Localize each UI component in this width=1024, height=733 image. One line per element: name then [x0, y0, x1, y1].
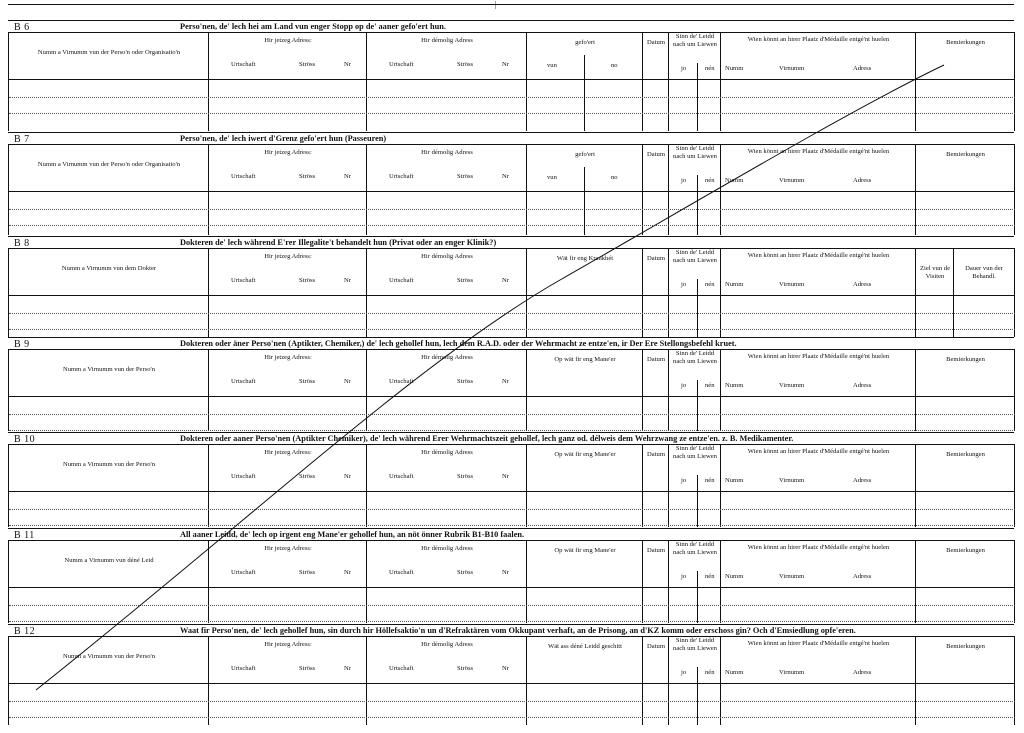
- section-id: B 9: [14, 339, 30, 350]
- current-street-label: Ströss: [299, 569, 316, 576]
- section-grid: [8, 248, 1015, 337]
- former-town-label: Urtschaft: [389, 473, 414, 480]
- remarks-label: Bemierkungen: [946, 643, 985, 650]
- medal-label: Wien könnt an hirer Plaatz d'Médaille entgé'nt huelen: [747, 640, 890, 647]
- alive-no-label: nén: [705, 477, 715, 484]
- visits-label: Ziel vun de Visiten: [919, 265, 951, 280]
- alive-split: [9, 63, 698, 131]
- medal-name-label: Numm: [725, 65, 744, 72]
- medal-name-label: Numm: [725, 382, 744, 389]
- current-address-label: Hir jetzeg Adress:: [264, 354, 312, 361]
- former-nr-label: Nr: [502, 473, 509, 480]
- section-grid: [8, 32, 1015, 131]
- current-street-label: Ströss: [299, 665, 316, 672]
- alive-no-label: nén: [705, 177, 715, 184]
- alive-yes-label: jo: [681, 65, 687, 72]
- section-b9: [8, 337, 1014, 430]
- former-nr-label: Nr: [502, 665, 509, 672]
- alive-split: [9, 380, 698, 431]
- medal-firstname-label: Virnumm: [779, 477, 805, 484]
- date-label: Datum: [647, 39, 665, 46]
- section-grid: [8, 444, 1015, 527]
- current-address-label: Hir jetzeg Adress:: [264, 149, 312, 156]
- date-label: Datum: [647, 643, 665, 650]
- alive-split: [9, 475, 698, 527]
- current-street-label: Ströss: [299, 61, 316, 68]
- current-nr-label: Nr: [344, 61, 351, 68]
- col4-title: gefo'ert: [575, 39, 595, 46]
- section-id: B 10: [14, 434, 36, 445]
- medal-address-label: Adress: [853, 65, 872, 72]
- date-label: Datum: [647, 451, 665, 458]
- alive-no-label: nén: [705, 573, 715, 580]
- alive-label: Sinn de' Leidd nach um Liewen: [673, 249, 717, 264]
- section-description: Waat fir Perso'nen, de' lech gehollef hun, sin durch hir Höllefsaktio'n un d'Refraktären vom Okkupant verhaft, an de Prisong, an d'KZ komm oder erschoss gin? Och d'Emsiedlung opfe'eren.: [180, 626, 856, 635]
- current-street-label: Ströss: [299, 378, 316, 385]
- current-town-label: Urtschaft: [231, 665, 256, 672]
- treatment-duration-label: Dauer vun der Behandl.: [965, 265, 1003, 280]
- section-grid: [8, 349, 1015, 431]
- section-description: Perso'nen, de' lech hei am Land vun enger Stopp op de' aaner gefo'ert hun.: [180, 22, 446, 31]
- col4-title: Op wät fir eng Mane'er: [554, 451, 616, 458]
- former-street-label: Ströss: [457, 665, 474, 672]
- former-nr-label: Nr: [502, 61, 509, 68]
- section-description: Dokteren oder äner Perso'nen (Aptikter, Chemiker,) de' lech gehollef hun, lech dem R.A.D. oder der Wehrmacht ze entze'en, ir Der Ere Stellongsbefehl kruet.: [180, 339, 737, 348]
- former-street-label: Ströss: [457, 61, 474, 68]
- col4-sub-to: no: [611, 174, 618, 181]
- current-nr-label: Nr: [344, 277, 351, 284]
- date-label: Datum: [647, 547, 665, 554]
- top-center-mark: |: [495, 0, 497, 9]
- section-id: B 8: [14, 238, 30, 249]
- medal-firstname-label: Virnumm: [779, 65, 805, 72]
- medal-name-label: Numm: [725, 669, 744, 676]
- remarks-label: Bemierkungen: [946, 39, 985, 46]
- medal-address-label: Adress: [853, 382, 872, 389]
- medal-firstname-label: Virnumm: [779, 573, 805, 580]
- alive-split: [9, 667, 698, 725]
- medal-label: Wien könnt an hirer Plaatz d'Médaille entgé'nt huelen: [747, 252, 890, 259]
- section-b11: [8, 528, 1014, 622]
- former-address-label: Hir démolig Adress: [421, 253, 473, 260]
- section-grid: [8, 540, 1015, 623]
- former-town-label: Urtschaft: [389, 277, 414, 284]
- section-grid: [8, 636, 1015, 725]
- former-address-label: Hir démolig Adress: [421, 641, 473, 648]
- section-id: B 12: [14, 626, 36, 637]
- section-id: B 6: [14, 22, 30, 33]
- medal-firstname-label: Virnumm: [779, 177, 805, 184]
- former-town-label: Urtschaft: [389, 61, 414, 68]
- current-town-label: Urtschaft: [231, 378, 256, 385]
- section-grid: [8, 144, 1015, 235]
- alive-label: Sinn de' Leidd nach um Liewen: [673, 541, 717, 556]
- current-address-label: Hir jetzeg Adress:: [264, 37, 312, 44]
- alive-label: Sinn de' Leidd nach um Liewen: [673, 445, 717, 460]
- former-town-label: Urtschaft: [389, 569, 414, 576]
- former-nr-label: Nr: [502, 277, 509, 284]
- col4-title: Op wät fir eng Mane'er: [554, 356, 616, 363]
- current-street-label: Ströss: [299, 473, 316, 480]
- former-town-label: Urtschaft: [389, 173, 414, 180]
- current-town-label: Urtschaft: [231, 569, 256, 576]
- remarks-label: Bemierkungen: [946, 151, 985, 158]
- date-label: Datum: [647, 356, 665, 363]
- medal-name-label: Numm: [725, 177, 744, 184]
- column-name-label: Numm a Virnumm vun déné Leid: [64, 557, 154, 564]
- medal-address-label: Adress: [853, 669, 872, 676]
- col4-title: Wät fir eng Krankhét: [556, 255, 614, 262]
- column-name-label: Numm a Virnumm vun der Perso'n oder Organisatio'n: [37, 49, 181, 56]
- current-street-label: Ströss: [299, 277, 316, 284]
- alive-yes-label: jo: [681, 573, 687, 580]
- date-label: Datum: [647, 255, 665, 262]
- column-name-label: Numm a Virnumm vun der Perso'n: [62, 366, 156, 373]
- medal-name-label: Numm: [725, 573, 744, 580]
- medal-name-label: Numm: [725, 477, 744, 484]
- alive-label: Sinn de' Leidd nach um Liewen: [673, 33, 717, 48]
- current-address-label: Hir jetzeg Adress:: [264, 449, 312, 456]
- section-b7: [8, 132, 1014, 234]
- alive-no-label: nén: [705, 281, 715, 288]
- current-nr-label: Nr: [344, 173, 351, 180]
- section-b10: [8, 432, 1014, 526]
- current-town-label: Urtschaft: [231, 173, 256, 180]
- alive-yes-label: jo: [681, 477, 687, 484]
- column-name-label: Numm a Virnumm vun der Perso'n: [62, 653, 156, 660]
- former-town-label: Urtschaft: [389, 665, 414, 672]
- section-id: B 7: [14, 134, 30, 145]
- alive-label: Sinn de' Leidd nach um Liewen: [673, 145, 717, 160]
- former-street-label: Ströss: [457, 277, 474, 284]
- former-street-label: Ströss: [457, 378, 474, 385]
- page-top-border: [8, 4, 1014, 5]
- col4-sub-from: vun: [547, 62, 557, 69]
- col4-title: gefo'ert: [575, 151, 595, 158]
- medal-firstname-label: Virnumm: [779, 669, 805, 676]
- former-street-label: Ströss: [457, 173, 474, 180]
- former-street-label: Ströss: [457, 473, 474, 480]
- date-label: Datum: [647, 151, 665, 158]
- current-street-label: Ströss: [299, 173, 316, 180]
- current-nr-label: Nr: [344, 569, 351, 576]
- medal-label: Wien könnt an hirer Plaatz d'Médaille entgé'nt huelen: [747, 353, 890, 360]
- current-address-label: Hir jetzeg Adress:: [264, 545, 312, 552]
- current-town-label: Urtschaft: [231, 277, 256, 284]
- section-id: B 11: [14, 530, 35, 541]
- medal-name-label: Numm: [725, 281, 744, 288]
- section-description: Dokteren de' lech während E'rer Illegalite't behandelt hun (Privat oder an enger Klinik?): [180, 238, 497, 247]
- current-town-label: Urtschaft: [231, 61, 256, 68]
- last-split: [9, 249, 954, 337]
- column-name-label: Numm a Virnumm vun dem Dokter: [61, 265, 157, 272]
- medal-address-label: Adress: [853, 281, 872, 288]
- former-street-label: Ströss: [457, 569, 474, 576]
- former-nr-label: Nr: [502, 569, 509, 576]
- alive-no-label: nén: [705, 382, 715, 389]
- alive-split: [9, 175, 698, 235]
- alive-yes-label: jo: [681, 281, 687, 288]
- alive-no-label: nén: [705, 65, 715, 72]
- remarks-label: Bemierkungen: [946, 547, 985, 554]
- former-town-label: Urtschaft: [389, 378, 414, 385]
- current-nr-label: Nr: [344, 473, 351, 480]
- column-name-label: Numm a Virnumm vun der Perso'n: [62, 461, 156, 468]
- medal-firstname-label: Virnumm: [779, 382, 805, 389]
- alive-yes-label: jo: [681, 177, 687, 184]
- medal-label: Wien könnt an hirer Plaatz d'Médaille entgé'nt huelen: [747, 448, 890, 455]
- remarks-label: Bemierkungen: [946, 356, 985, 363]
- section-description: All aaner Leidd, de' lech op irgent eng Mane'er gehollef hun, an nöt önner Rubrik B1-B10 faalen.: [180, 530, 525, 539]
- col4-sub-from: vun: [547, 174, 557, 181]
- current-address-label: Hir jetzeg Adress:: [264, 253, 312, 260]
- current-address-label: Hir jetzeg Adress:: [264, 641, 312, 648]
- medal-address-label: Adress: [853, 573, 872, 580]
- alive-yes-label: jo: [681, 669, 687, 676]
- medal-address-label: Adress: [853, 177, 872, 184]
- former-address-label: Hir démolig Adress: [421, 545, 473, 552]
- section-description: Perso'nen, de' lech iwert d'Grenz gefo'ert hun (Passeuren): [180, 134, 387, 143]
- former-address-label: Hir démolig Adress: [421, 449, 473, 456]
- former-address-label: Hir démolig Adress: [421, 354, 473, 361]
- alive-yes-label: jo: [681, 382, 687, 389]
- alive-split: [9, 571, 698, 623]
- current-nr-label: Nr: [344, 378, 351, 385]
- remarks-label: Bemierkungen: [946, 451, 985, 458]
- column-name-label: Numm a Virnumm vun der Perso'n oder Organisatio'n: [37, 161, 181, 168]
- current-nr-label: Nr: [344, 665, 351, 672]
- former-nr-label: Nr: [502, 173, 509, 180]
- former-nr-label: Nr: [502, 378, 509, 385]
- section-b12: [8, 624, 1014, 724]
- medal-label: Wien könnt an hirer Plaatz d'Médaille entgé'nt huelen: [747, 148, 890, 155]
- medal-firstname-label: Virnumm: [779, 281, 805, 288]
- alive-label: Sinn de' Leidd nach um Liewen: [673, 350, 717, 365]
- medal-label: Wien könnt an hirer Plaatz d'Médaille entgé'nt huelen: [747, 544, 890, 551]
- current-town-label: Urtschaft: [231, 473, 256, 480]
- col4-sub-to: no: [611, 62, 618, 69]
- section-b6: [8, 20, 1014, 130]
- medal-address-label: Adress: [853, 477, 872, 484]
- former-address-label: Hir démolig Adress: [421, 37, 473, 44]
- col4-title: Wät ass déné Leidd geschitt: [548, 643, 622, 650]
- alive-label: Sinn de' Leidd nach um Liewen: [673, 637, 717, 652]
- medal-label: Wien könnt an hirer Plaatz d'Médaille entgé'nt huelen: [747, 36, 890, 43]
- alive-no-label: nén: [705, 669, 715, 676]
- section-description: Dokteren oder aaner Perso'nen (Aptikter Chemiker), de' lech während Erer Wehrmachtszeit gehollef, lech ganz od. délweis dem Wehrzwang ze entze'en. z. B. Medikamenter.: [180, 434, 794, 443]
- former-address-label: Hir démolig Adress: [421, 149, 473, 156]
- col4-title: Op wät fir eng Mane'er: [554, 547, 616, 554]
- section-b8: [8, 236, 1014, 336]
